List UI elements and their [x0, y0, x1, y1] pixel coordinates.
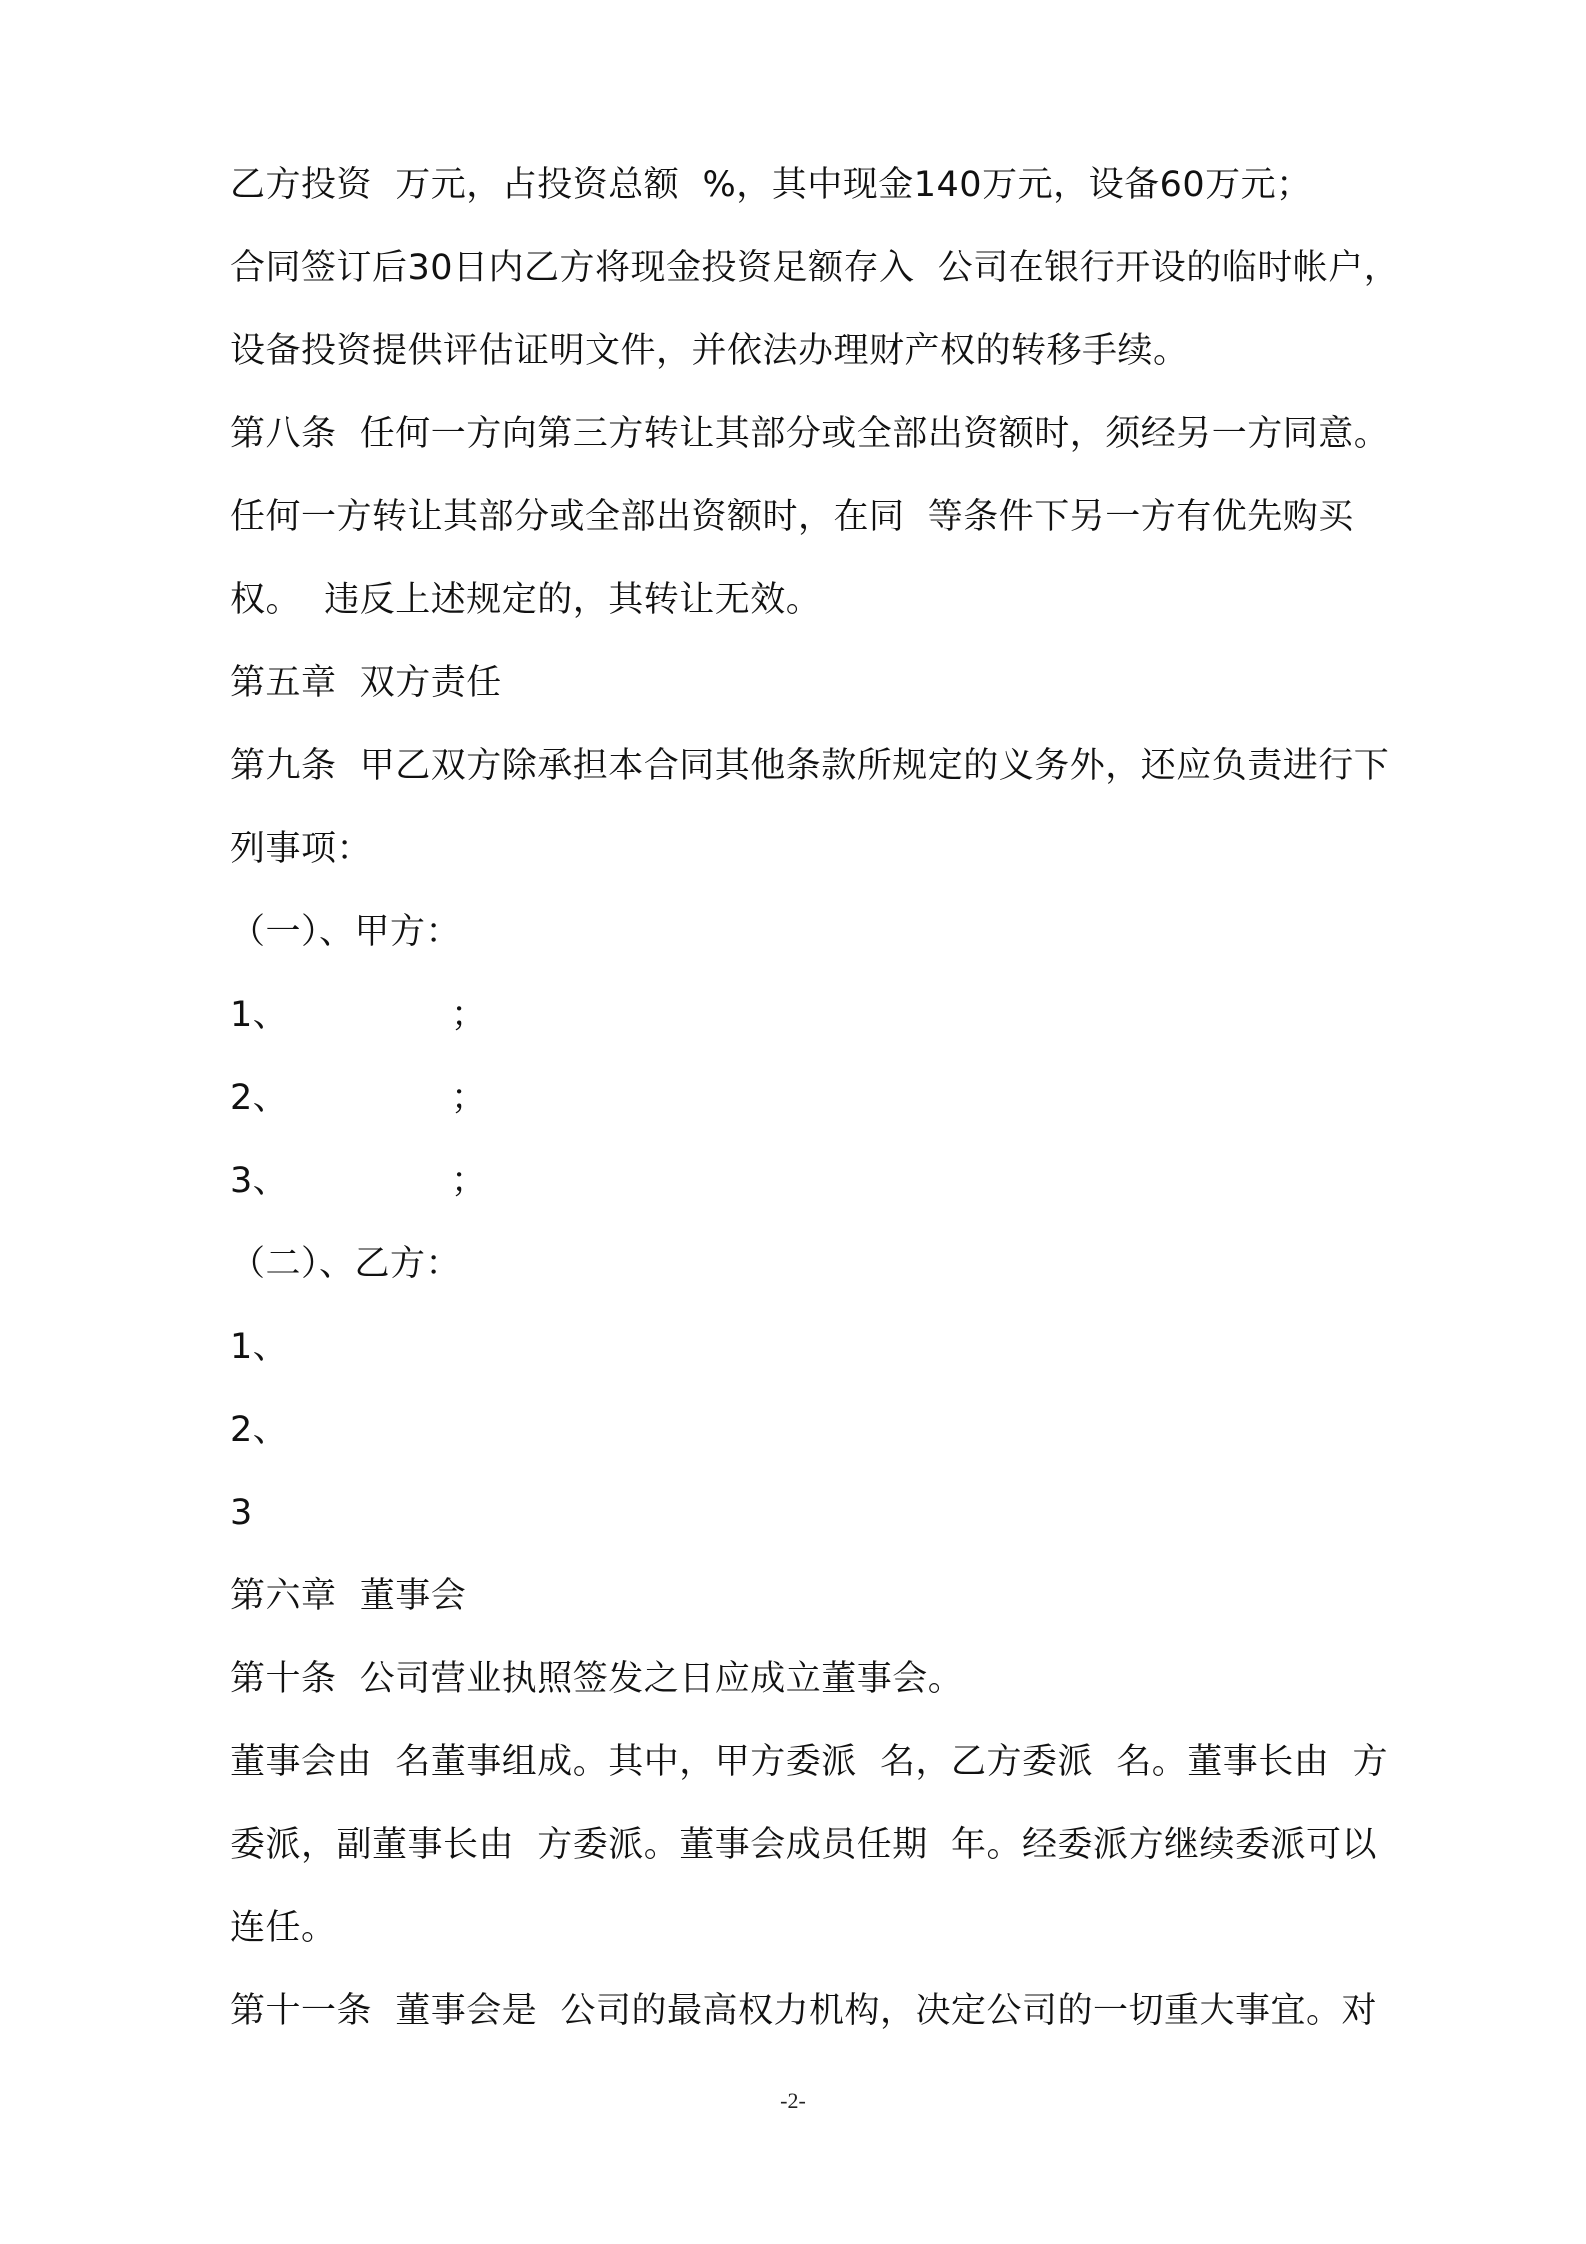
text-line: 合同签订后30日内乙方将现金投资足额存入 公司在银行开设的临时帐户，	[230, 248, 1400, 288]
text-line: 任何一方转让其部分或全部出资额时，在同 等条件下另一方有优先购买	[230, 497, 1354, 537]
article-heading-line: 第八条 任何一方向第三方转让其部分或全部出资额时，须经另一方同意。	[230, 414, 1390, 454]
text-line: 权。 违反上述规定的，其转让无效。	[230, 580, 822, 620]
list-item: 3、 ；	[230, 1161, 487, 1201]
section-heading-party-a: （一）、甲方：	[230, 912, 462, 952]
list-item: 2、	[230, 1410, 289, 1450]
list-item: 3	[230, 1493, 253, 1533]
text-line: 董事会由 名董事组成。其中，甲方委派 名，乙方委派 名。董事长由 方	[230, 1742, 1389, 1782]
list-item: 2、 ；	[230, 1078, 487, 1118]
article-heading-line: 第十条 公司营业执照签发之日应成立董事会。	[230, 1659, 964, 1699]
text-line: 乙方投资 万元，占投资总额 %，其中现金140万元，设备60万元；	[230, 165, 1312, 205]
chapter-heading: 第六章 董事会	[230, 1576, 467, 1616]
text-line: 列事项：	[230, 829, 373, 869]
list-item: 1、 ；	[230, 995, 487, 1035]
text-line: 设备投资提供评估证明文件，并依法办理财产权的转移手续。	[230, 331, 1189, 371]
page-number: -2-	[780, 2088, 806, 2113]
section-heading-party-b: （二）、乙方：	[230, 1244, 462, 1284]
text-line: 连任。	[230, 1908, 337, 1948]
article-heading-line: 第十一条 董事会是 公司的最高权力机构，决定公司的一切重大事宜。对	[230, 1991, 1378, 2031]
text-line: 委派，副董事长由 方委派。董事会成员任期 年。经委派方继续委派可以	[230, 1825, 1378, 1865]
list-item: 1、	[230, 1327, 289, 1367]
chapter-heading: 第五章 双方责任	[230, 663, 502, 703]
article-heading-line: 第九条 甲乙双方除承担本合同其他条款所规定的义务外，还应负责进行下	[230, 746, 1390, 786]
